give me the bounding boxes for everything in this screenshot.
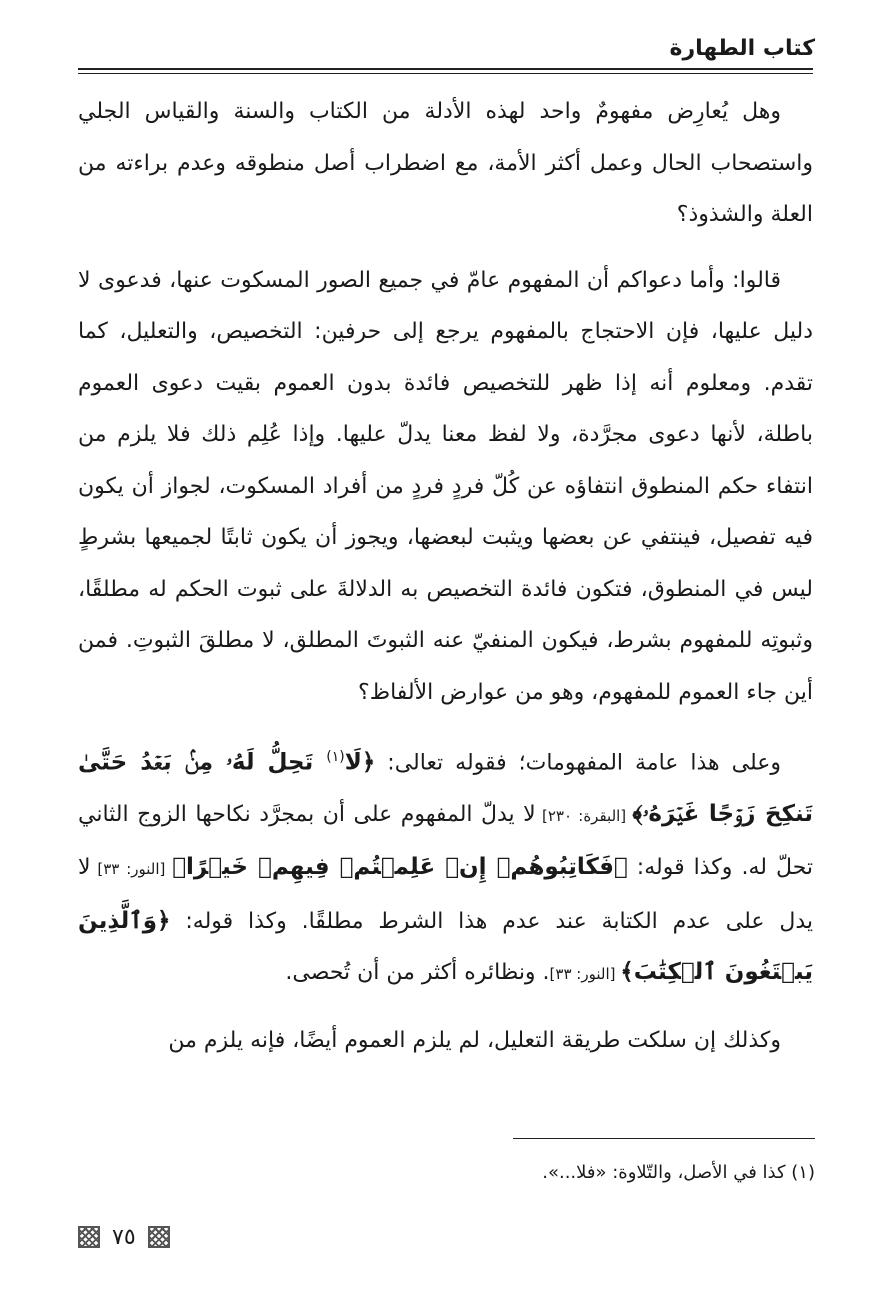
quran-verse-2: ﴿فَكَاتِبُوهُمۡ إِنۡ عَلِمۡتُمۡ فِيهِمۡ خَيۡرًا﴾ bbox=[172, 854, 628, 881]
paragraph-2: قالوا: وأما دعواكم أن المفهوم عامّ في جميع الصور المسكوت عنها، فدعوى لا دليل عليها، فإن الاحتجاج بالمفهوم يرجع إلى حرفين: التخصيص، والتعليل، كما تقدم. ومعلوم أنه إذا ظهر للتخصيص فائدة بدون العموم بقيت دعوى العموم باطلة، لأنها دعوى مجرَّدة، ولا لفظ معنا يدلّ عليها. وإذا عُلِم ذلك فلا يلزم من انتفاء حكم المنطوق انتفاؤه عن كُلّ فردٍ فردٍ من أفراد المسكوت، لجواز أن يكون فيه تفصيل، فينتفي عن بعضها ويثبت لبعضها، ويجوز أن يكون ثابتًا لجميعها بشرطٍ ليس في المنطوق، فتكون فائدة التخصيص به الدلالةَ على ثبوت الحكم له مطلقًا، وثبوتِه للمفهوم بشرط، فيكون المنفيّ عنه الثبوتَ المطلق، لا مطلقَ الثبوتِ. فمن أين جاء العموم للمفهوم، وهو من عوارض الألفاظ؟ bbox=[78, 267, 813, 705]
paragraph-3 bbox=[78, 732, 813, 1001]
quran-verse-1a: ﴿لَا bbox=[344, 749, 376, 776]
quran-verse-1b: تَحِلُّ لَهُۥ مِنۢ بَعۡدُ حَتَّىٰ تَنكِحَ زَوۡجًا غَيۡرَهُۥ﴾ bbox=[78, 749, 814, 827]
paragraph-4: وكذلك إن سلكت طريقة التعليل، لم يلزم العموم أيضًا، فإنه يلزم من bbox=[168, 1027, 781, 1053]
running-header-title: كتاب الطهارة bbox=[669, 36, 815, 61]
verse-reference-2: [النور: ٣٣] bbox=[90, 860, 173, 879]
paragraph-3-text-c: لا يدل على عدم الكتابة عند عدم هذا الشرط مطلقًا. وكذا قوله: bbox=[78, 855, 813, 934]
footnote-rule bbox=[513, 1138, 815, 1139]
header-rule-thick bbox=[78, 68, 813, 70]
verse-reference-1: [البقرة: ٢٣٠] bbox=[535, 806, 633, 825]
verse-reference-3: [النور: ٣٣] bbox=[549, 965, 621, 984]
ornament-right-icon bbox=[148, 1226, 170, 1248]
ornament-left-icon bbox=[78, 1226, 100, 1248]
paragraph-1: وهل يُعارِض مفهومٌ واحد لهذه الأدلة من الكتاب والسنة والقياس الجلي واستصحاب الحال وعمل أكثر الأمة، مع اضطراب أصل منطوقه وعدم براءته من العلة والشذوذ؟ bbox=[78, 99, 813, 227]
page-number-block bbox=[78, 1222, 170, 1252]
footnote-1: (١) كذا في الأصل، والتّلاوة: «فلا...». bbox=[542, 1162, 815, 1183]
paragraph-3-text-a: وعلى هذا عامة المفهومات؛ فقوله تعالى: bbox=[375, 750, 781, 776]
header-rule-thin bbox=[78, 73, 813, 74]
main-text bbox=[78, 86, 813, 1080]
footnote-marker: (١) bbox=[326, 749, 345, 765]
paragraph-3-text-d: . ونظائره أكثر من أن تُحصى. bbox=[285, 960, 550, 986]
page-number: ٧٥ bbox=[112, 1224, 136, 1250]
quran-verse-3: ﴿وَٱلَّذِينَ يَبۡتَغُونَ ٱلۡكِتَٰبَ﴾ bbox=[78, 907, 813, 986]
paragraph-3-text-b: لا يدلّ المفهوم على أن بمجرَّد نكاحها الزوج الثاني تحلّ له. وكذا قوله: bbox=[78, 801, 814, 881]
